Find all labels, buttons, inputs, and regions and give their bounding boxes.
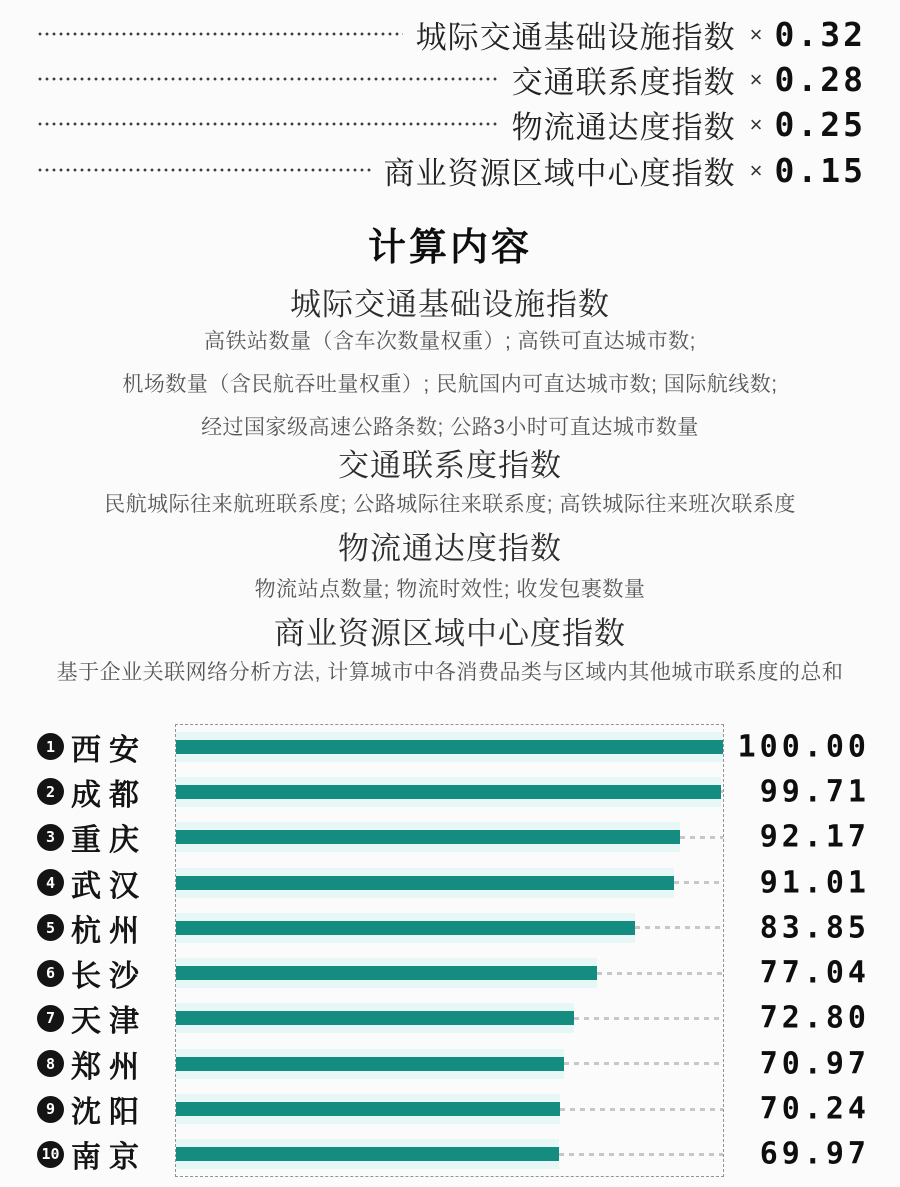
value-label: 100.00 xyxy=(737,729,870,765)
value-label: 69.97 xyxy=(759,1136,870,1172)
chart-row xyxy=(0,815,900,860)
bar-track xyxy=(176,876,723,890)
bar xyxy=(176,830,680,844)
rank-badge: 4 xyxy=(37,869,64,896)
section-heading-logistics: 物流通达度指数 xyxy=(338,531,562,566)
row-label xyxy=(37,906,147,950)
row-label xyxy=(37,1132,147,1176)
city-label: 郑州 xyxy=(71,1050,147,1084)
bar-track xyxy=(176,785,723,799)
row-label xyxy=(37,951,147,995)
bar-gap-dots xyxy=(574,1017,723,1020)
bar xyxy=(176,921,635,935)
weight-label: 商业资源区域中心度指数 xyxy=(383,155,736,191)
section-detail: 基于企业关联网络分析方法, 计算城市中各消费品类与区域内其他城市联系度的总和 xyxy=(56,661,844,684)
dotted-leader xyxy=(38,122,499,126)
value-label: 72.80 xyxy=(759,1000,870,1036)
city-label: 南京 xyxy=(71,1141,147,1175)
weight-label: 交通联系度指数 xyxy=(511,64,736,100)
weight-value: 0.28 xyxy=(774,59,866,99)
bar-track xyxy=(176,921,723,935)
bar-gap-dots xyxy=(635,926,723,929)
chart-row xyxy=(0,950,900,995)
city-label: 长沙 xyxy=(71,960,147,994)
chart-row xyxy=(0,1132,900,1177)
bar xyxy=(176,1011,574,1025)
bar-track xyxy=(176,830,723,844)
bar-track xyxy=(176,1057,723,1071)
row-label xyxy=(37,815,147,859)
value-label: 83.85 xyxy=(759,910,870,946)
value-label: 77.04 xyxy=(759,955,870,991)
weight-label: 城际交通基础设施指数 xyxy=(415,19,736,55)
section-detail: 经过国家级高速公路条数; 公路3小时可直达城市数量 xyxy=(201,416,699,439)
bar-track xyxy=(176,966,723,980)
bar-gap-dots xyxy=(721,790,723,793)
multiply-symbol: × xyxy=(749,22,763,47)
dotted-leader xyxy=(38,32,403,36)
section-heading-infra: 城际交通基础设施指数 xyxy=(290,287,610,322)
calc-title: 计算内容 xyxy=(367,227,532,269)
bar-gap-dots xyxy=(560,1108,723,1111)
bar-track xyxy=(176,1011,723,1025)
section-detail: 物流站点数量; 物流时效性; 收发包裹数量 xyxy=(254,578,646,601)
bar xyxy=(176,1147,559,1161)
section-detail: 机场数量（含民航吞吐量权重）; 民航国内可直达城市数; 国际航线数; xyxy=(122,373,778,396)
bar xyxy=(176,785,721,799)
value-label: 91.01 xyxy=(759,865,870,901)
row-label xyxy=(37,1042,147,1086)
section-detail: 民航城际往来航班联系度; 公路城际往来联系度; 高铁城际往来班次联系度 xyxy=(104,493,796,516)
bar-gap-dots xyxy=(559,1153,723,1156)
city-label: 西安 xyxy=(71,733,147,767)
chart-row xyxy=(0,1041,900,1086)
city-label: 重庆 xyxy=(71,824,147,858)
multiply-symbol: × xyxy=(749,112,763,137)
city-label: 杭州 xyxy=(71,914,147,948)
rank-badge: 8 xyxy=(37,1050,64,1077)
value-label: 70.97 xyxy=(759,1046,870,1082)
weight-value: 0.15 xyxy=(774,150,866,190)
bar-track xyxy=(176,1102,723,1116)
rank-badge: 1 xyxy=(37,733,64,760)
chart-row xyxy=(0,860,900,905)
value-label: 92.17 xyxy=(759,819,870,855)
multiply-symbol: × xyxy=(749,67,763,92)
bar-gap-dots xyxy=(680,836,723,839)
rank-badge: 5 xyxy=(37,914,64,941)
bar-gap-dots xyxy=(674,881,723,884)
row-label xyxy=(37,770,147,814)
rank-badge: 3 xyxy=(37,824,64,851)
chart-row xyxy=(0,996,900,1041)
city-ranking-chart xyxy=(0,724,900,1180)
city-label: 成都 xyxy=(71,778,147,812)
row-label xyxy=(37,996,147,1040)
bar xyxy=(176,1057,564,1071)
rank-badge: 10 xyxy=(37,1141,64,1168)
city-label: 武汉 xyxy=(71,869,147,903)
bar xyxy=(176,966,597,980)
value-label: 99.71 xyxy=(759,774,870,810)
city-label: 沈阳 xyxy=(71,1096,147,1130)
weight-row-2 xyxy=(0,57,900,101)
rank-badge: 9 xyxy=(37,1096,64,1123)
city-label: 天津 xyxy=(71,1005,147,1039)
section-detail: 高铁站数量（含车次数量权重）; 高铁可直达城市数; xyxy=(203,330,696,353)
bar-track xyxy=(176,1147,723,1161)
weight-row-4 xyxy=(0,148,900,192)
chart-row xyxy=(0,905,900,950)
chart-rows xyxy=(0,724,900,1177)
bar-gap-dots xyxy=(597,972,723,975)
weight-value: 0.32 xyxy=(774,14,866,54)
bar xyxy=(176,876,674,890)
row-label xyxy=(37,725,147,769)
section-heading-commercial: 商业资源区域中心度指数 xyxy=(274,616,626,651)
chart-row xyxy=(0,724,900,769)
bar-gap-dots xyxy=(564,1062,723,1065)
weight-value: 0.25 xyxy=(774,104,866,144)
bar xyxy=(176,740,723,754)
multiply-symbol: × xyxy=(749,158,763,183)
rank-badge: 7 xyxy=(37,1005,64,1032)
weight-row-3 xyxy=(0,102,900,146)
bar-track xyxy=(176,740,723,754)
chart-row xyxy=(0,1086,900,1131)
weight-label: 物流通达度指数 xyxy=(511,109,736,145)
dotted-leader xyxy=(38,168,371,172)
bar xyxy=(176,1102,560,1116)
chart-row xyxy=(0,769,900,814)
rank-badge: 6 xyxy=(37,960,64,987)
value-label: 70.24 xyxy=(759,1091,870,1127)
weight-row-1 xyxy=(0,12,900,56)
rank-badge: 2 xyxy=(37,778,64,805)
row-label xyxy=(37,1087,147,1131)
section-heading-traffic-link: 交通联系度指数 xyxy=(338,448,562,483)
dotted-leader xyxy=(38,77,499,81)
row-label xyxy=(37,861,147,905)
